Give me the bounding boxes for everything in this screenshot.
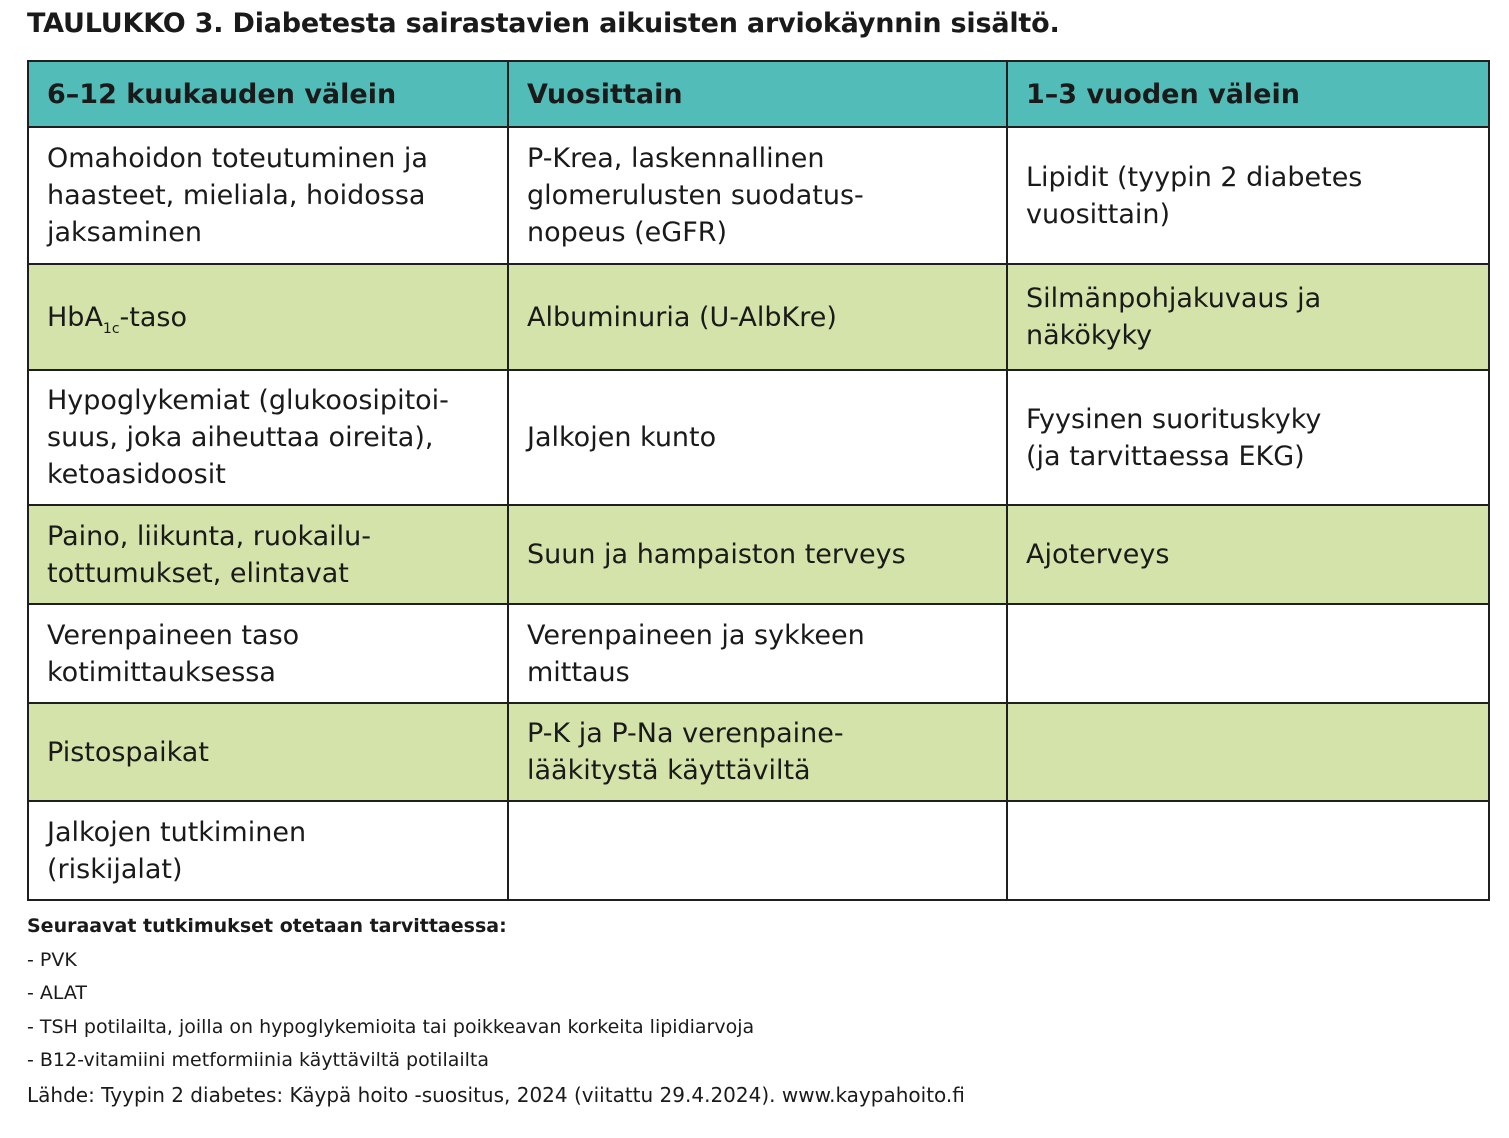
cell-text: Verenpaineen taso kotimittauksessa [47, 619, 300, 688]
notes-item: - ALAT [27, 982, 88, 1004]
cell-text: Omahoidon toteutuminen ja haasteet, mieliala, hoidossa jaksaminen [47, 143, 428, 248]
cell-text: Fyysinen suorituskyky (ja tarvittaessa EKG) [1026, 403, 1322, 472]
cell-text: Ajoterveys [1026, 539, 1170, 570]
table-cell [1007, 264, 1489, 370]
table-row [28, 801, 1489, 900]
notes-item: - TSH potilailta, joilla on hypoglykemioita tai poikkeavan korkeita lipidiarvoja [27, 1015, 755, 1038]
table-cell [508, 127, 1007, 264]
cell-text: Suun ja hampaiston terveys [527, 539, 906, 570]
table-row [28, 505, 1489, 604]
table-cell [1007, 127, 1489, 264]
cell-text: Verenpaineen ja sykkeen mittaus [527, 619, 865, 688]
table-title: TAULUKKO 3. Diabetesta sairastavien aikuisten arviokäynnin sisältö. [27, 8, 1060, 39]
notes-item: - B12-vitamiini metformiinia käyttäviltä potilailta [27, 1049, 490, 1071]
table-cell [28, 703, 508, 801]
table-cell [28, 505, 508, 604]
table-row [28, 604, 1489, 703]
header-6-12-months: 6–12 kuukauden välein [28, 61, 508, 127]
cell-text: P-K ja P-Na verenpaine- lääkitystä käyttäviltä [527, 718, 844, 786]
table-cell [508, 264, 1007, 370]
table-cell [508, 604, 1007, 703]
table-cell [28, 264, 508, 370]
table-cell [508, 370, 1007, 505]
table-row [28, 127, 1489, 264]
cell-text: Hypoglykemiat (glukoosipitoi- suus, joka aiheuttaa oireita), ketoasidoosit [47, 385, 449, 490]
cell-text: Pistospaikat [47, 736, 209, 768]
header-yearly: Vuosittain [508, 61, 1007, 127]
table-cell [1007, 801, 1489, 900]
assessment-table [27, 60, 1490, 901]
table-row [28, 264, 1489, 370]
table-cell [1007, 703, 1489, 801]
table-cell [28, 801, 508, 900]
notes-heading: Seuraavat tutkimukset otetaan tarvittaessa: [27, 915, 507, 937]
table-cell [508, 703, 1007, 801]
cell-text: Albuminuria (U-AlbKre) [527, 301, 837, 333]
table-cell [1007, 370, 1489, 505]
table-cell [1007, 505, 1489, 604]
table-row [28, 703, 1489, 801]
cell-text: Paino, liikunta, ruokailu- tottumukset, elintavat [47, 520, 372, 589]
header-row [28, 61, 1489, 127]
cell-text: Lipidit (tyypin 2 diabetes vuosittain) [1026, 161, 1363, 230]
table-row [28, 370, 1489, 505]
notes-item: - PVK [27, 948, 77, 971]
notes-section [27, 910, 754, 1078]
cell-text: Jalkojen tutkiminen (riskijalat) [47, 816, 307, 885]
source-citation: Lähde: Tyypin 2 diabetes: Käypä hoito -suositus, 2024 (viitattu 29.4.2024). www.kaypahoito.fi [27, 1083, 965, 1107]
cell-text: P-Krea, laskennallinen glomerulusten suodatus- nopeus (eGFR) [527, 143, 864, 248]
header-1-3-years: 1–3 vuoden välein [1007, 61, 1489, 127]
cell-text: Silmänpohjakuvaus ja näkökyky [1026, 283, 1322, 351]
cell-text: Jalkojen kunto [527, 422, 717, 453]
hba1c-label: HbA$_{1c}$-taso [47, 301, 187, 337]
table-cell [508, 505, 1007, 604]
table-cell [28, 370, 508, 505]
table-cell [1007, 604, 1489, 703]
table-cell [28, 604, 508, 703]
table-cell [28, 127, 508, 264]
table-cell [508, 801, 1007, 900]
